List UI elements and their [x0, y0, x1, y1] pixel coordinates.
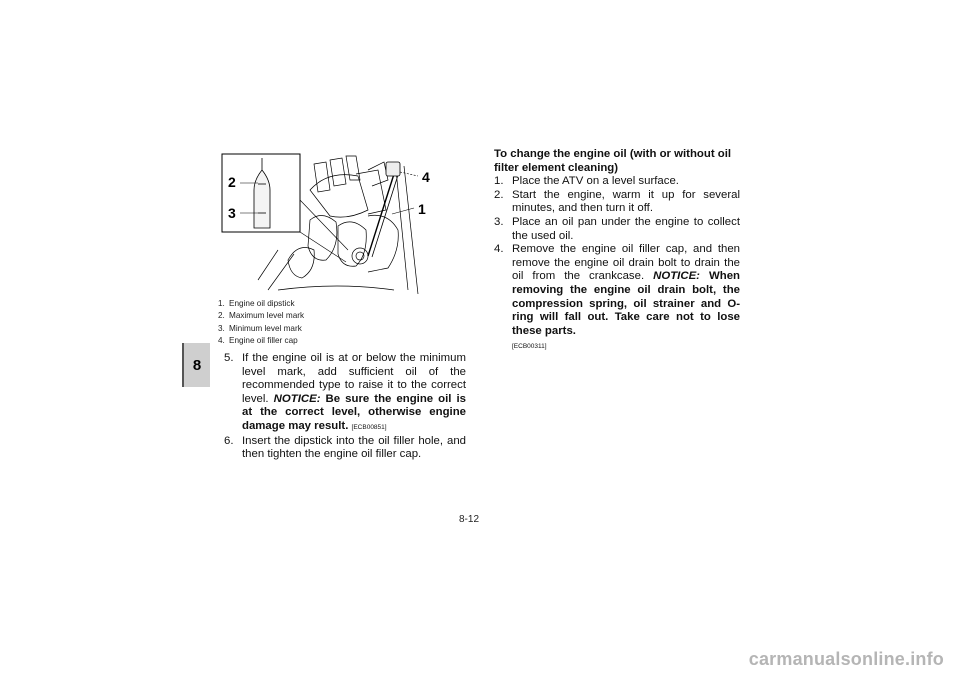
caption-item: 1. Engine oil dipstick	[218, 299, 295, 308]
step-1: 1. Place the ATV on a level surface.	[494, 175, 679, 188]
step-2: 2. Start the engine, warm it up for several minutes, and then turn it off.	[494, 188, 740, 215]
chapter-number: 8	[192, 356, 202, 374]
callout-4: 4	[422, 169, 430, 185]
notice-text: Be sure the engine oil is at the correct level, otherwise engine damage may result.	[242, 392, 467, 432]
reference-code: [ECB00851]	[351, 423, 387, 431]
right-column	[494, 148, 740, 354]
watermark: carmanualsonline.info	[748, 649, 944, 669]
chapter-tab	[182, 343, 210, 387]
callout-1: 1	[418, 201, 426, 217]
engine-oil-figure	[218, 150, 468, 300]
notice-label: NOTICE:	[653, 270, 700, 283]
step-3: 3. Place an oil pan under the engine to collect the used oil.	[494, 215, 740, 242]
left-column	[224, 352, 466, 462]
step-5: 5. If the engine oil is at or below the minimum level mark, add sufficient oil of the recommended type to raise it to the correct level. NOTICE: Be sure the engine oil is at the correct level, otherwise engine damage may result. [ECB00851]	[224, 352, 467, 432]
figure-captions	[218, 298, 468, 348]
reference-code: [ECB00311]	[512, 343, 547, 351]
notice-label: NOTICE:	[273, 392, 321, 405]
engine-illustration	[218, 150, 468, 300]
caption-item: 2. Maximum level mark	[218, 311, 305, 321]
callout-3: 3	[228, 205, 236, 221]
notice-text: When removing the engine oil drain bolt, the compression spring, oil strainer and O-ring will fall out. Take care not to lose these parts.	[512, 270, 740, 337]
caption-item: 3. Minimum level mark	[218, 323, 302, 333]
section-heading: To change the engine oil (with or without oil filter element cleaning)	[494, 148, 732, 174]
caption-item: 4. Engine oil filler cap	[218, 336, 298, 346]
step-4: 4. Remove the engine oil filler cap, and then remove the engine oil drain bolt to drain the oil from the crankcase. NOTICE: When removing the engine oil drain bolt, the compression spring, oil strainer and O-ring will fall out. Take care not to lose these parts.	[494, 243, 740, 337]
callout-2: 2	[228, 174, 236, 190]
filler-cap	[386, 162, 400, 176]
step-6: 6. Insert the dipstick into the oil filler hole, and then tighten the engine oil filler cap.	[224, 434, 466, 461]
page-number: 8-12	[459, 514, 480, 525]
